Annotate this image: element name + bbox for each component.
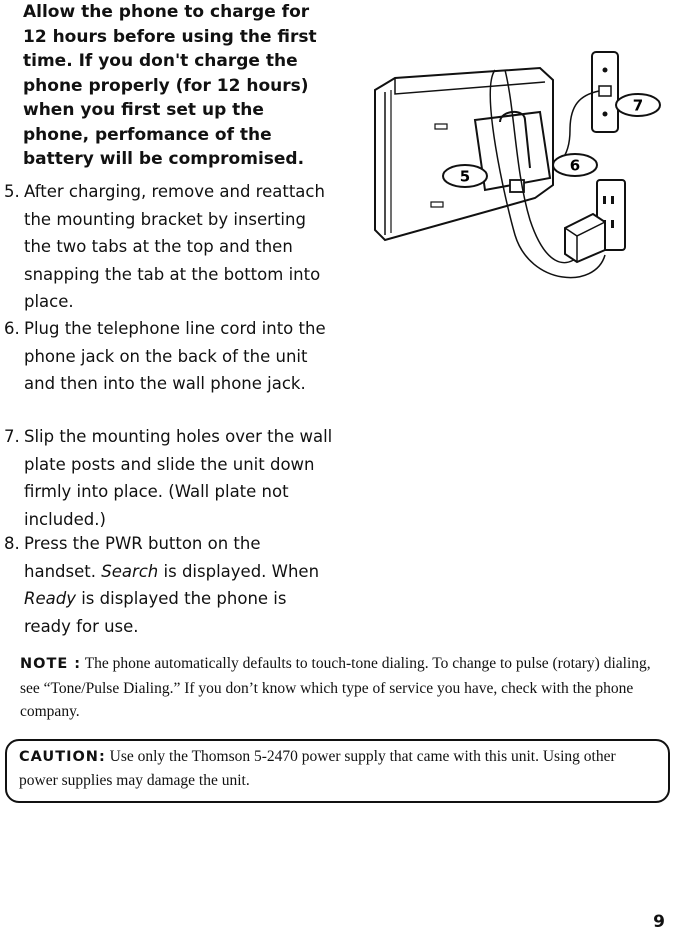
step-number: 5. — [4, 182, 20, 201]
step-text-part: is displayed the phone is ready for use. — [24, 589, 287, 636]
step-6 — [4, 315, 334, 398]
caution-box — [5, 739, 670, 803]
step-text-part: is displayed. When — [158, 561, 320, 581]
step-text: Slip the mounting holes over the wall plate posts and slide the unit down firmly into place. (Wall plate not included.) — [24, 427, 333, 529]
step-7 — [4, 423, 334, 533]
power-adapter — [565, 214, 605, 262]
callout-label: 6 — [569, 156, 581, 175]
display-term-ready: Ready — [24, 589, 76, 608]
note-text: The phone automatically defaults to touch-tone dialing. To change to pulse (rotary) dialing, see “Tone/Pulse Dialing.” If you don’t know which type of service you have, check with the phone company. — [20, 655, 651, 720]
step-number: 6. — [4, 319, 20, 338]
callout-5 — [443, 165, 487, 187]
step-number: 7. — [4, 427, 20, 446]
phone-installation-illustration — [365, 50, 665, 300]
callout-6 — [553, 154, 597, 176]
note-label: NOTE : — [20, 656, 82, 672]
display-term-search: Search — [101, 561, 159, 581]
step-text-part: Press the PWR button on the handset. — [24, 534, 261, 581]
caution-label: CAUTION: — [19, 749, 106, 765]
step-number: 8. — [4, 534, 20, 553]
callout-label: 5 — [459, 167, 471, 186]
step-text — [24, 530, 334, 640]
caution-text: Use only the Thomson 5-2470 power supply that came with this unit. Using other power supplies may damage the unit. — [19, 748, 616, 789]
charging-warning: Allow the phone to charge for 12 hours before using the first time. If you don't charge the phone properly (for 12 hours) when you first set up the phone, perfomance of the battery will be compromised. — [23, 2, 317, 169]
page-number: 9 — [653, 912, 665, 932]
callout-label: 7 — [632, 96, 644, 115]
step-8 — [4, 530, 334, 640]
step-5 — [4, 178, 334, 316]
step-text: Plug the telephone line cord into the phone jack on the back of the unit and then into the wall phone jack. — [24, 319, 326, 393]
callout-7 — [616, 94, 660, 116]
note-paragraph — [20, 652, 665, 724]
step-text: After charging, remove and reattach the mounting bracket by inserting the two tabs at the top and then snapping the tab at the bottom into place. — [24, 182, 325, 311]
